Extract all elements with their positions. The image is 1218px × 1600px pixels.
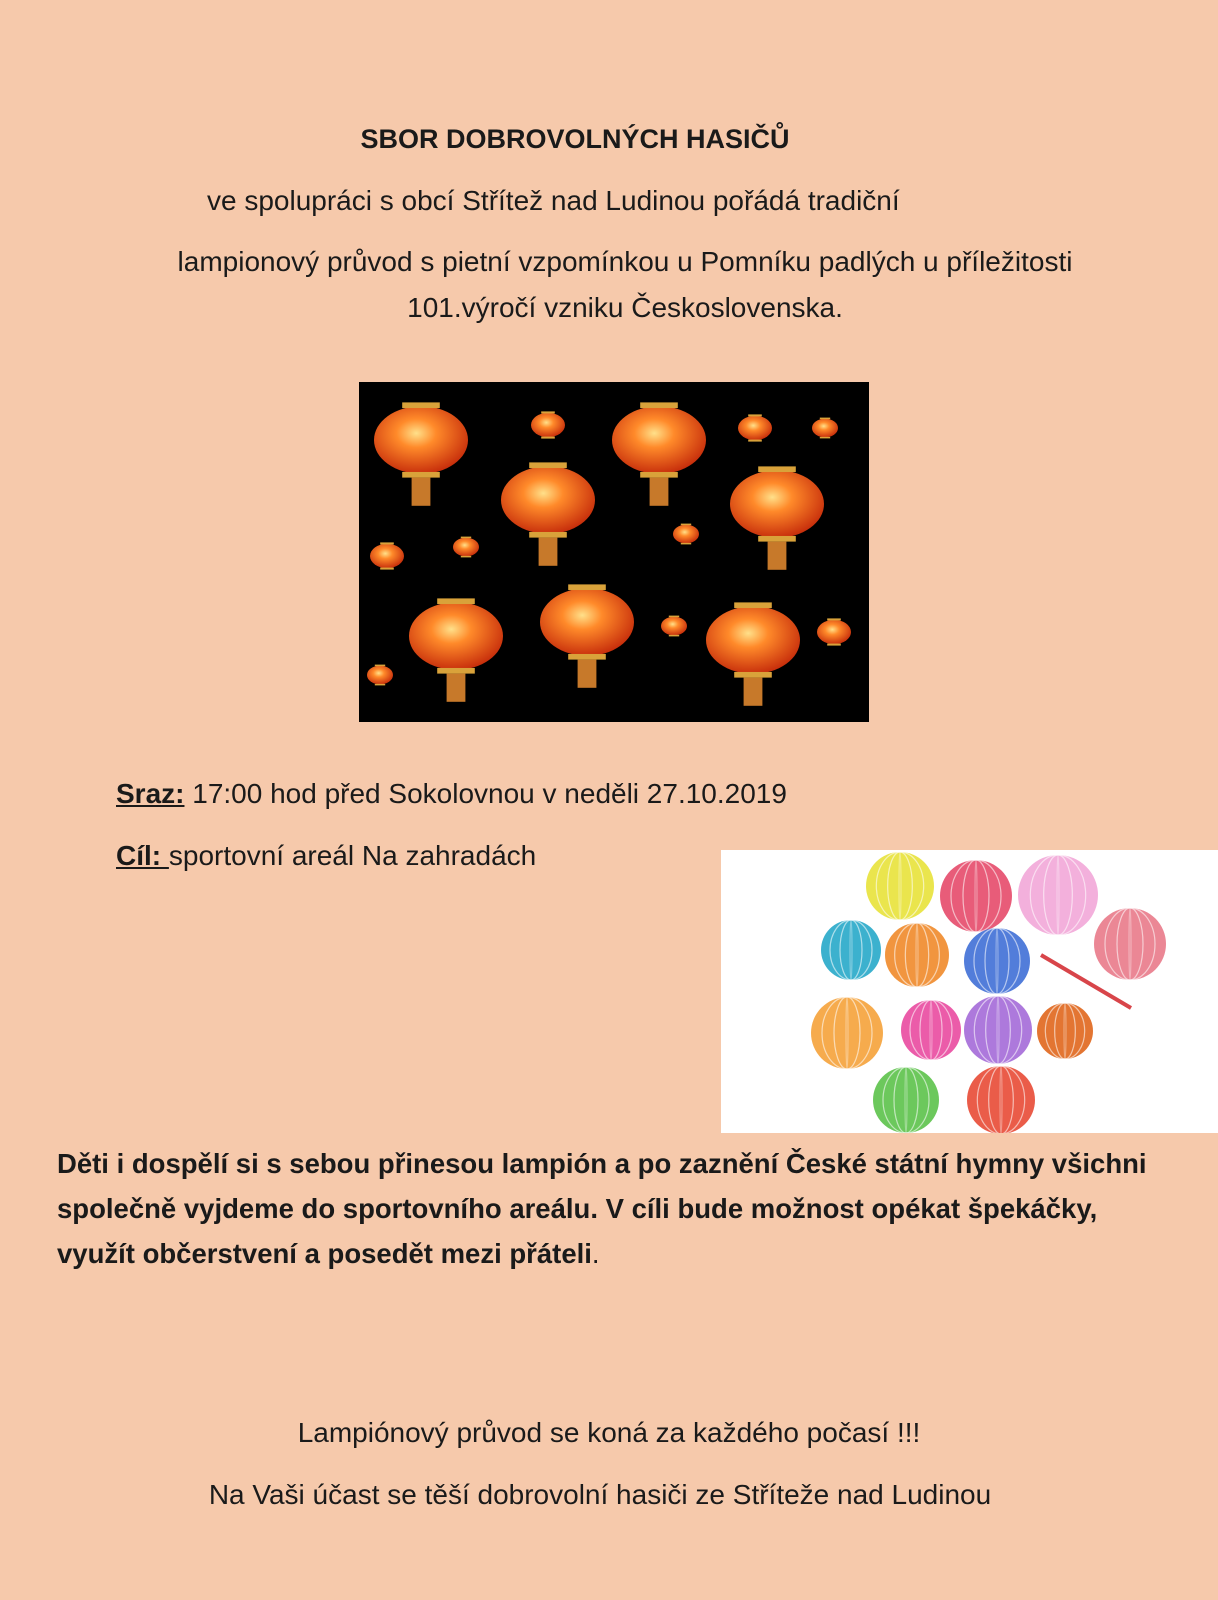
paper-lantern-shape	[873, 1067, 939, 1133]
lantern-shape	[453, 537, 479, 558]
event-description: lampionový průvod s pietní vzpomínkou u Pomníku padlých u příležitosti	[177, 246, 1073, 277]
meeting-label: Sraz:	[116, 778, 185, 809]
paper-lantern-shape	[885, 923, 949, 987]
meeting-info	[116, 778, 787, 810]
lantern-shape	[738, 414, 772, 441]
paragraph-text: Děti i dospělí si s sebou přinesou lampión a po zaznění České státní hymny všichni společně vyjdeme do sportovního areálu. V cíli bude možnost opékat špekáčky, využít občerstvení a posedět mezi přáteli	[57, 1148, 1147, 1269]
lantern-shape	[612, 402, 706, 505]
meeting-text: 17:00 hod před Sokolovnou v neděli 27.10.2019	[184, 778, 787, 809]
lantern-shape	[367, 665, 393, 686]
paper-lantern-shape	[940, 860, 1012, 932]
goal-info	[116, 840, 536, 872]
anniversary-line: 101.výročí vzniku Československa.	[407, 292, 843, 323]
lantern-shape	[501, 462, 595, 565]
lantern-shape	[706, 602, 800, 705]
lantern-shape	[531, 411, 565, 438]
paper-lantern-shape	[1094, 908, 1166, 980]
paper-lantern-shape	[964, 996, 1032, 1064]
paper-lantern-shape	[1037, 1003, 1093, 1059]
paper-lantern-shape	[964, 928, 1030, 994]
lantern-shape	[409, 598, 503, 701]
goal-label: Cíl:	[116, 840, 169, 871]
page-title: SBOR DOBROVOLNÝCH HASIČŮ	[360, 124, 790, 154]
paper-lantern-shape	[866, 852, 934, 920]
lantern-shape	[374, 402, 468, 505]
paper-lantern-shape	[1018, 855, 1098, 935]
goal-text: sportovní areál Na zahradách	[168, 840, 537, 871]
lantern-shape	[540, 584, 634, 687]
body-paragraph	[57, 1141, 1167, 1276]
paper-lantern-shape	[821, 920, 881, 980]
weather-note: Lampiónový průvod se koná za každého počasí !!!	[297, 1417, 921, 1448]
paper-lantern-shape	[901, 1000, 961, 1060]
lantern-shape	[673, 524, 699, 545]
paper-lantern-shape	[967, 1066, 1035, 1133]
invitation-note: Na Vaši účast se těší dobrovolní hasiči ze Stříteže nad Ludinou	[208, 1479, 992, 1510]
lantern-shape	[661, 616, 687, 637]
lantern-shape	[817, 618, 851, 645]
paper-lantern-shape	[811, 997, 883, 1069]
red-lanterns-photo	[359, 382, 869, 722]
lantern-shape	[730, 466, 824, 569]
intro-line: ve spolupráci s obcí Střítež nad Ludinou pořádá tradiční	[207, 185, 900, 216]
paragraph-end: .	[591, 1238, 600, 1269]
paper-lanterns-photo	[721, 850, 1218, 1133]
lantern-shape	[812, 418, 838, 439]
lantern-shape	[370, 542, 404, 569]
